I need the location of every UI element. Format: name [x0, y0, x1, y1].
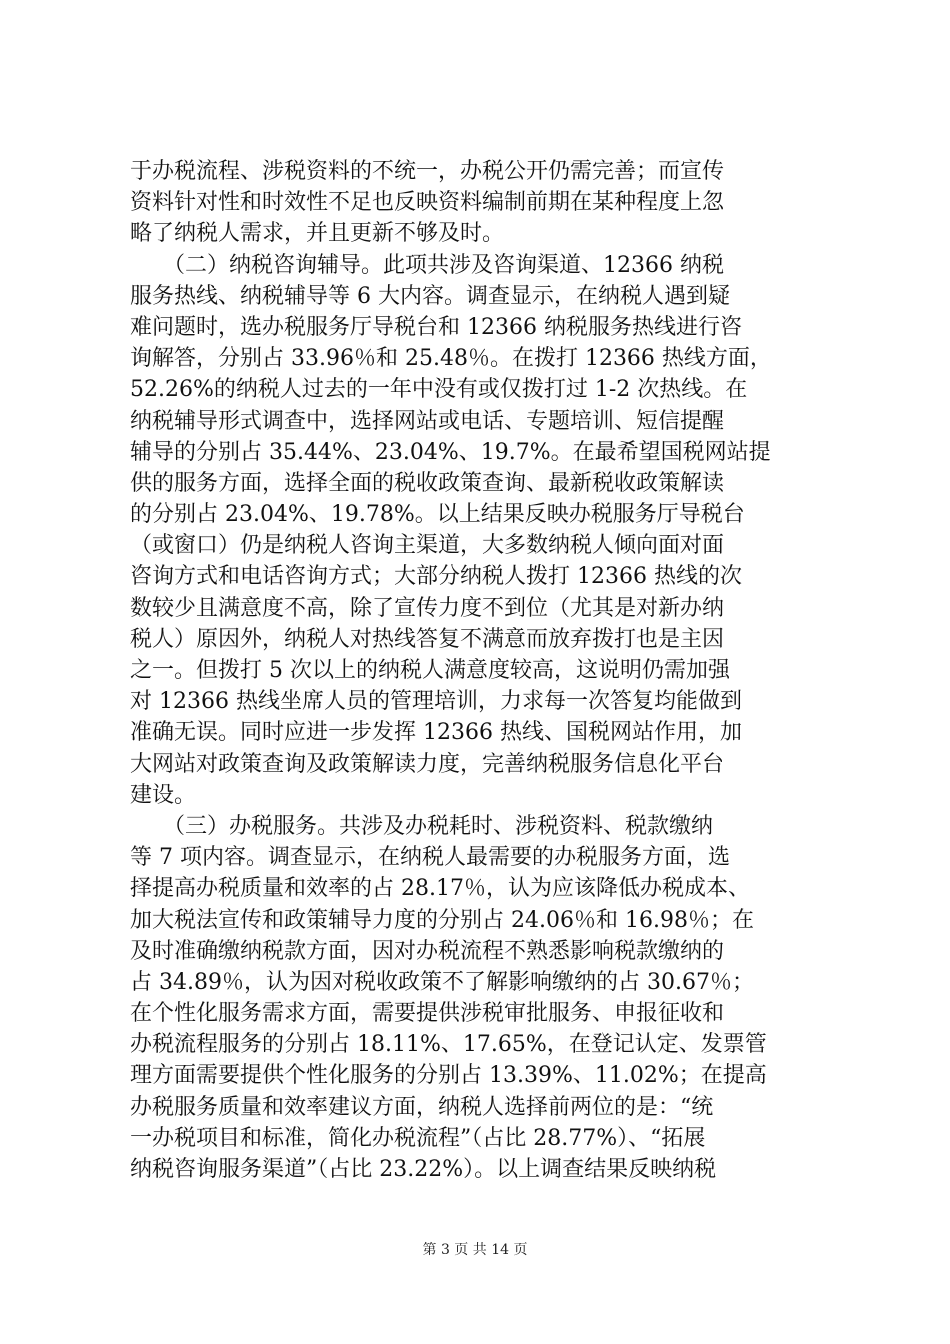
text-line: 于办税流程、涉税资料的不统一，办税公开仍需完善；而宣传 — [130, 159, 725, 184]
text-line: 服务热线、纳税辅导等 6 大内容。调查显示，在纳税人遇到疑 — [130, 283, 730, 309]
text-line: 数较少且满意度不高，除了宣传力度不到位（尤其是对新办纳 — [130, 595, 725, 621]
text-line: 办税服务质量和效率建议方面，纳税人选择前两位的是：“统 — [130, 1094, 714, 1120]
text-line: 占 34.89％，认为因对税收政策不了解影响缴纳的占 30.67％； — [130, 969, 754, 995]
text-line: 准确无误。同时应进一步发挥 12366 热线、国税网站作用，加 — [130, 720, 742, 746]
text-line: 对 12366 热线坐席人员的管理培训，力求每一次答复均能做到 — [130, 689, 742, 715]
text-line: 供的服务方面，选择全面的税收政策查询、最新税收政策解读 — [130, 470, 725, 496]
text-line: 办税流程服务的分别占 18.11%、17.65%，在登记认定、发票管 — [130, 1032, 767, 1058]
document-body — [130, 156, 830, 1185]
text-line: 税人）原因外，纳税人对热线答复不满意而放弃拨打也是主因 — [130, 626, 725, 652]
text-line: 略了纳税人需求，并且更新不够及时。 — [130, 221, 505, 247]
text-line: 之一。但拨打 5 次以上的纳税人满意度较高，这说明仍需加强 — [130, 658, 730, 683]
text-line: 在个性化服务需求方面，需要提供涉税审批服务、申报征收和 — [130, 1001, 725, 1027]
text-line: 及时准确缴纳税款方面，因对办税流程不熟悉影响税款缴纳的 — [130, 938, 725, 964]
text-line: （三）办税服务。共涉及办税耗时、涉税资料、税款缴纳 — [130, 813, 714, 839]
text-line: 加大税法宣传和政策辅导力度的分别占 24.06％和 16.98％；在 — [130, 907, 754, 933]
text-line: 辅导的分别占 35.44%、23.04%、19.7%。在最希望国税网站提 — [130, 439, 771, 465]
text-line: 的分别占 23.04%、19.78%。以上结果反映办税服务厅导税台 — [130, 502, 745, 528]
text-line: （二）纳税咨询辅导。此项共涉及咨询渠道、12366 纳税 — [130, 252, 724, 278]
text-line: 择提高办税质量和效率的占 28.17％，认为应该降低办税成本、 — [130, 876, 750, 902]
text-line: 咨询方式和电话咨询方式；大部分纳税人拨打 12366 热线的次 — [130, 564, 742, 590]
text-line: 理方面需要提供个性化服务的分别占 13.39%、11.02%；在提高 — [130, 1063, 767, 1089]
text-line: （或窗口）仍是纳税人咨询主渠道，大多数纳税人倾向面对面 — [130, 533, 725, 559]
text-line: 询解答，分别占 33.96％和 25.48％。在拨打 12366 热线方面， — [130, 346, 772, 372]
text-line: 难问题时，选办税服务厅导税台和 12366 纳税服务热线进行咨 — [130, 314, 742, 340]
text-line: 资料针对性和时效性不足也反映资料编制前期在某种程度上忽 — [130, 190, 725, 216]
text-line: 一办税项目和标准，简化办税流程”（占比 28.77%）、“拓展 — [130, 1125, 706, 1151]
text-line: 52.26%的纳税人过去的一年中没有或仅拨打过 1-2 次热线。在 — [130, 377, 748, 403]
text-line: 纳税辅导形式调查中，选择网站或电话、专题培训、短信提醒 — [130, 408, 725, 434]
text-line: 建设。 — [130, 782, 197, 808]
page-number-footer: 第 3 页 共 14 页 — [422, 1242, 528, 1258]
text-line: 大网站对政策查询及政策解读力度，完善纳税服务信息化平台 — [130, 751, 725, 777]
text-line: 等 7 项内容。调查显示，在纳税人最需要的办税服务方面，选 — [130, 845, 730, 871]
text-line: 纳税咨询服务渠道”（占比 23.22%）。以上调查结果反映纳税 — [130, 1157, 717, 1182]
